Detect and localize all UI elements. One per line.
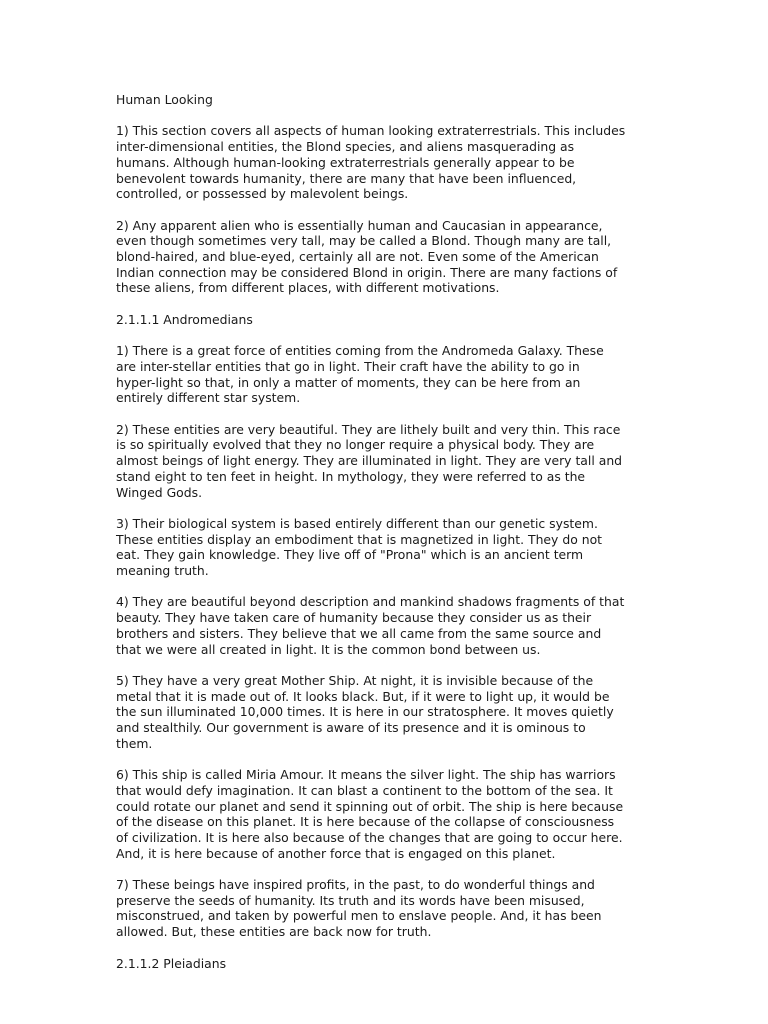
text-line: meaning truth.: [116, 563, 209, 578]
text-line: of the disease on this planet. It is here because of the collapse of consciousness: [116, 814, 615, 830]
text-line: even though sometimes very tall, may be called a Blond. Though many are tall,: [116, 233, 612, 249]
text-line: These entities display an embodiment that is magnetized in light. They do not: [116, 531, 603, 547]
text-line: 4) They are beautiful beyond description and mankind shadows fragments of that: [116, 594, 625, 610]
text-line: 2) These entities are very beautiful. They are lithely built and very thin. This race: [116, 421, 621, 437]
text-line: inter-dimensional entities, the Blond species, and aliens masquerading as: [116, 139, 575, 155]
text-line: blond-haired, and blue-eyed, certainly all are not. Even some of the American: [116, 249, 599, 264]
text-line: could rotate our planet and send it spinning out of orbit. The ship is here because: [116, 798, 624, 814]
text-line: brothers and sisters. They believe that we all came from the same source and: [116, 625, 602, 641]
text-line: 7) These beings have inspired profits, in the past, to do wonderful things and: [116, 877, 595, 892]
text-line: humans. Although human-looking extraterrestrials generally appear to be: [116, 154, 575, 170]
text-line: them.: [116, 735, 153, 751]
text-line: allowed. But, these entities are back now for truth.: [116, 924, 432, 940]
text-line: controlled, or possessed by malevolent beings.: [116, 186, 409, 202]
text-line: Human Looking: [116, 92, 213, 107]
text-line: 1) This section covers all aspects of human looking extraterrestrials. This includes: [116, 123, 626, 139]
text-line: is so spiritually evolved that they no longer require a physical body. They are: [116, 437, 595, 453]
section-heading-pleiadians: [116, 956, 656, 972]
text-line: 1) There is a great force of entities coming from the Andromeda Galaxy. These: [116, 343, 604, 359]
andromedians-paragraph-4: [116, 594, 656, 657]
text-line: And, it is here because of another force that is engaged on this planet.: [116, 845, 556, 861]
text-line: stand eight to ten feet in height. In mythology, they were referred to as the: [116, 468, 586, 484]
text-line: 2) Any apparent alien who is essentially human and Caucasian in appearance,: [116, 217, 603, 233]
text-line: Indian connection may be considered Blond in origin. There are many factions of: [116, 264, 618, 280]
andromedians-paragraph-1: [116, 343, 656, 406]
andromedians-paragraph-6: [116, 767, 656, 861]
andromedians-paragraph-3: [116, 516, 656, 579]
text-line: 6) This ship is called Miria Amour. It means the silver light. The ship has warriors: [116, 767, 616, 783]
text-line: entirely different star system.: [116, 390, 301, 406]
text-line: 2.1.1.2 Pleiadians: [116, 955, 227, 971]
text-line: misconstrued, and taken by powerful men to enslave people. And, it has been: [116, 908, 602, 924]
text-line: that we were all created in light. It is the common bond between us.: [116, 641, 541, 657]
text-line: 5) They have a very great Mother Ship. At night, it is invisible because of the: [116, 672, 594, 688]
text-line: beauty. They have taken care of humanity because they consider us as their: [116, 610, 592, 626]
text-line: these aliens, from different places, with different motivations.: [116, 280, 500, 296]
text-line: Winged Gods.: [116, 484, 203, 500]
text-line: of civilization. It is here also because of the changes that are going to occur here.: [116, 829, 623, 845]
andromedians-paragraph-5: [116, 673, 656, 752]
text-line: metal that it is made out of. It looks black. But, if it were to light up, it would be: [116, 688, 610, 704]
text-line: benevolent towards humanity, there are many that have been influenced,: [116, 170, 577, 186]
text-line: 2.1.1.1 Andromedians: [116, 311, 253, 327]
paragraph-2: [116, 218, 656, 297]
text-line: that would defy imagination. It can blast a continent to the bottom of the sea. It: [116, 782, 613, 798]
section-heading-human-looking: [116, 92, 656, 108]
andromedians-paragraph-2: [116, 422, 656, 501]
document-page: [116, 92, 656, 987]
text-line: hyper-light so that, in only a matter of moments, they can be here from an: [116, 374, 581, 390]
section-heading-andromedians: [116, 312, 656, 328]
text-line: 3) Their biological system is based entirely different than our genetic system.: [116, 515, 598, 531]
paragraph-1: [116, 123, 656, 202]
text-line: the sun illuminated 10,000 times. It is here in our stratosphere. It moves quietly: [116, 704, 614, 720]
text-line: almost beings of light energy. They are illuminated in light. They are very tall and: [116, 453, 623, 469]
text-line: preserve the seeds of humanity. Its truth and its words have been misused,: [116, 892, 585, 908]
text-line: and stealthily. Our government is aware of its presence and it is ominous to: [116, 720, 586, 735]
andromedians-paragraph-7: [116, 877, 656, 940]
text-line: are inter-stellar entities that go in light. Their craft have the ability to go in: [116, 358, 580, 374]
text-line: eat. They gain knowledge. They live off of "Prona" which is an ancient term: [116, 547, 584, 563]
